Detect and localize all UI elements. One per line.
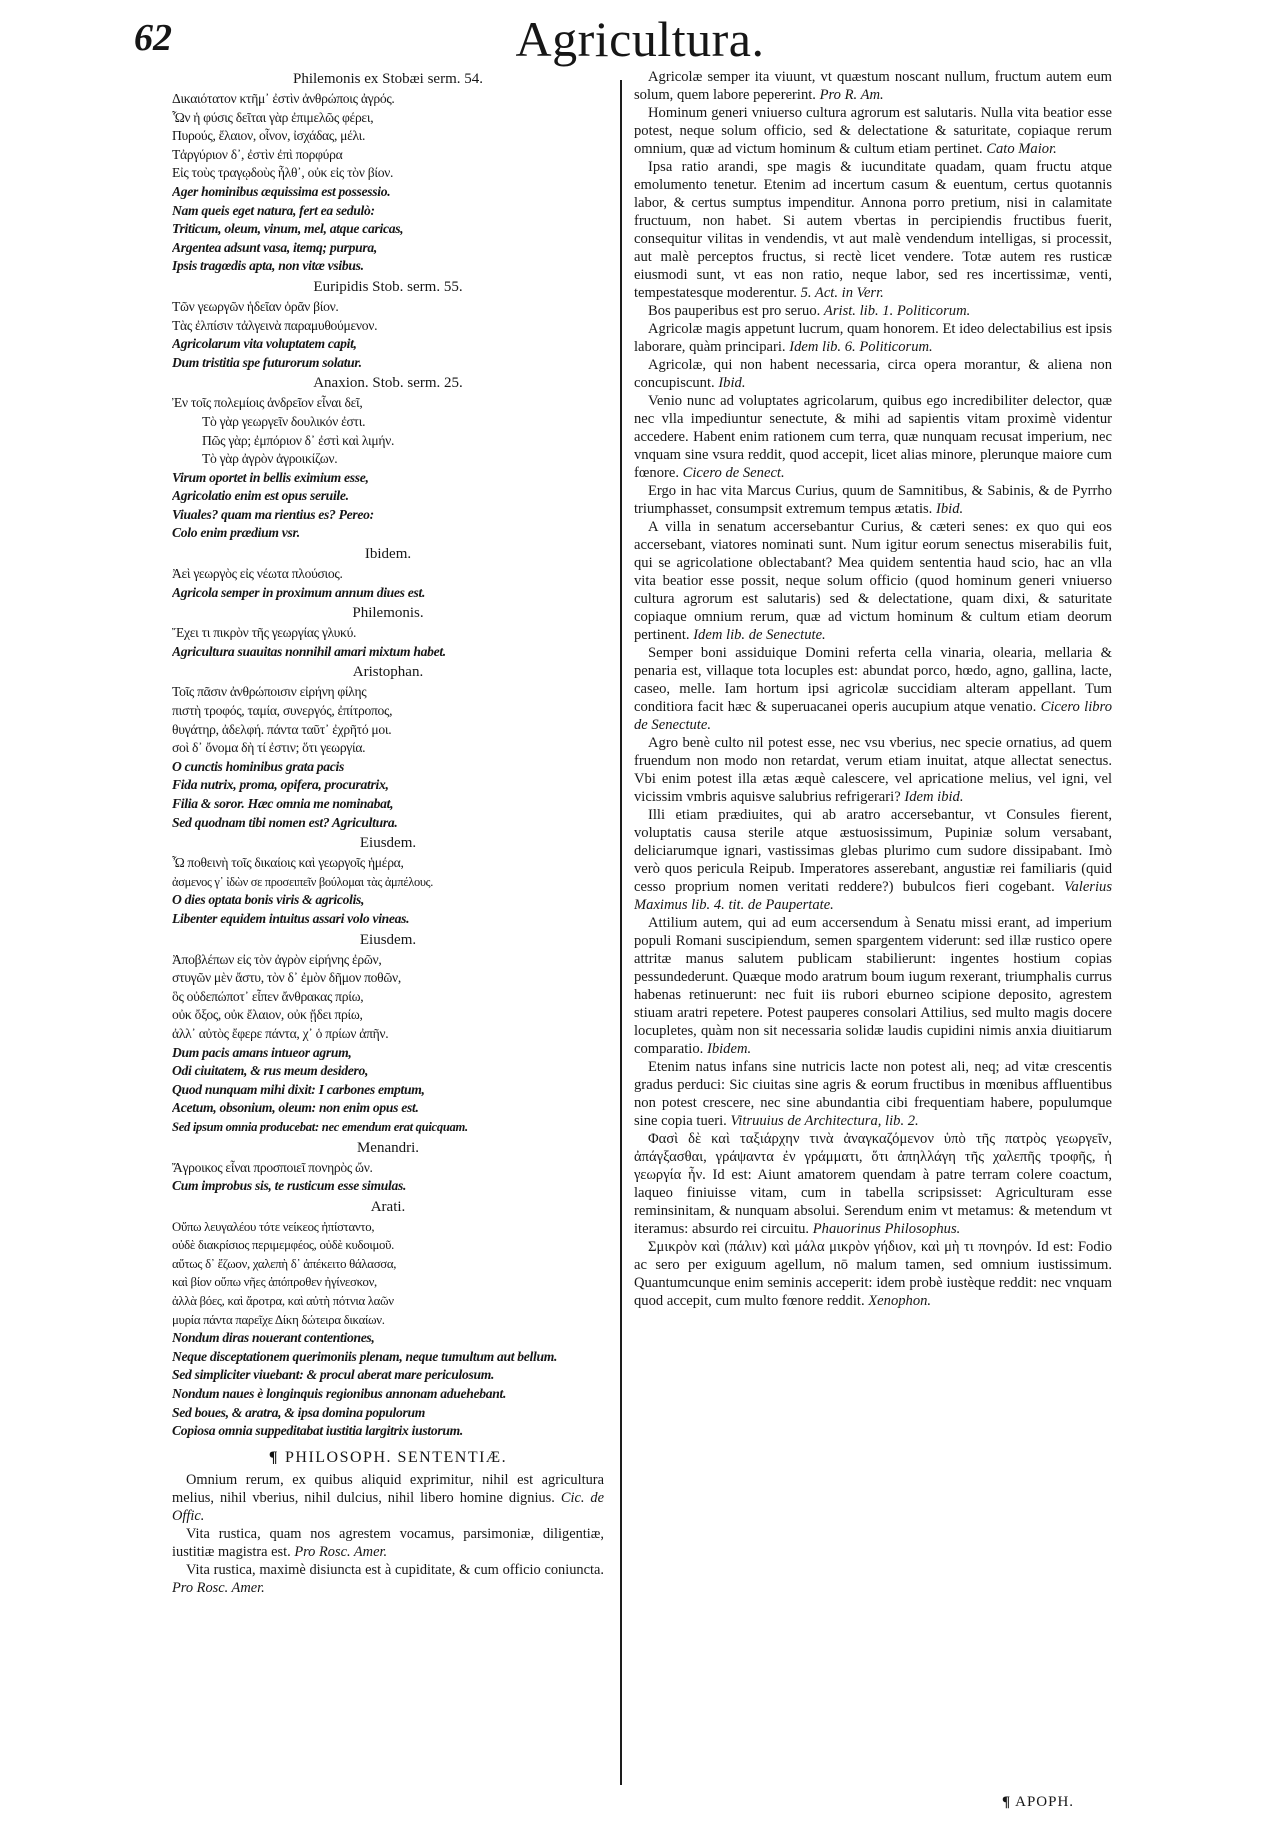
greek-line: ἀσμενος γ᾽ ἰδὼν σε προσειπεῖν βούλομαι τὰς ἀμπέλους. (172, 874, 434, 889)
greek-verse-block (172, 298, 604, 335)
paragraph-text: Attilium autem, qui ad eum accersendum à Senatu missi erant, ad imperium populi Romani suscipiendum, semen spargentem viderunt: sed illæ rustico opere attritæ manus salutem publicam stabilierunt: ingentes hostium copias pessundederunt. Quæque modo aratrum boum iugum rexerant, triumphalis currus habenas retinuerunt: nec fuit iis rubori eburneo scipione deposito, agrestem stiuam aratri repetere. Potest pauperes consolari Attilius, sed multo magis docere locupletes, quàm non sit necessaria solidæ laudis cupidini nimis anxia diuitiarum comparatio. (634, 915, 1112, 1057)
sentence-source: Pro Rosc. Amer. (172, 1580, 265, 1597)
greek-line: ἀλλὰ βόες, καὶ ἄροτρα, καὶ αὐτὴ πότνια λαῶν (172, 1294, 394, 1309)
left-column (172, 68, 604, 1758)
paragraph-text: Agro benè culto nil potest esse, nec vsu vberius, nec specie ornatius, ad quem fruendum non modo non retardat, verum etiam inuitat, atque allectat senectus. Vbi enim potest illa ætas æquè calescere, vel apricatione melius, vel igni, vel vicissim vmbris aquisve salubrius refrigerari? (634, 735, 1112, 805)
prose-paragraph (634, 68, 1112, 104)
prose-paragraph (634, 734, 1112, 806)
sentence-paragraph (172, 1525, 604, 1561)
latin-line: Cum improbus sis, te rusticum esse simulas. (172, 1178, 407, 1194)
citation-source: Ibidem. (706, 1041, 752, 1057)
citation-source: Cicero de Senect. (682, 465, 785, 481)
greek-verse-block (172, 90, 604, 183)
running-head-title: Agricultura. (515, 11, 765, 67)
column-divider-rule (620, 80, 622, 1785)
paragraph-text: Hominum generi vniuerso cultura agrorum est salutaris. Nulla vita beatior esse potest, neque solum officio, sed & delectatione & saturitate, copiaque rerum omnium, quæ ad victum hominum & cultum etiam pertinet. (634, 105, 1112, 157)
greek-line: Ἀεὶ γεωργὸς εἰς νέωτα πλούσιος. (172, 566, 343, 582)
latin-verse-block (172, 891, 604, 928)
latin-line: Copiosa omnia suppeditabat iustitia largitrix iustorum. (172, 1423, 463, 1439)
greek-line: Πυρούς, ἔλαιον, οἶνον, ἰσχάδας, μέλι. (172, 128, 366, 144)
latin-line: Nondum diras nouerant contentiones, (172, 1330, 375, 1346)
greek-line: Τὸ γὰρ γεωργεῖν δουλικόν ἐστι. (202, 413, 366, 429)
latin-line: Agricola semper in proximum annum diues est. (172, 584, 426, 600)
greek-line: Τὰς ἐλπίσιν τἀλγεινὰ παραμυθούμενον. (172, 317, 378, 333)
sentence-source: Pro Rosc. Amer. (294, 1544, 388, 1561)
prose-paragraph (634, 806, 1112, 914)
sentence-paragraph (172, 1561, 604, 1597)
latin-line: Quod nunquam mihi dixit: I carbones emptum, (172, 1081, 425, 1097)
paragraph-text: Ergo in hac vita Marcus Curius, quum de Samnitibus, & Sabinis, & de Pyrrho triumphasset, consumpsit extremum tempus ætatis. (634, 483, 1112, 517)
greek-line: ἀλλ᾽ αὐτὸς ἔφερε πάντα, χ᾽ ὁ πρίων ἀπῆν. (172, 1025, 389, 1041)
prose-paragraph (634, 1130, 1112, 1238)
citation-source: Ibid. (936, 501, 964, 517)
greek-line: Ἐν τοῖς πολεμίοις ἀνδρεῖον εἶναι δεῖ, (172, 395, 363, 411)
section-title: PHILOSOPH. SENTENTIÆ. (284, 1448, 508, 1466)
latin-line: Colo enim prædium vsr. (172, 525, 300, 541)
prose-paragraph (634, 302, 1112, 320)
latin-line: Agricolatio enim est opus seruile. (172, 488, 349, 504)
prose-paragraph (634, 356, 1112, 392)
paragraph-text: Bos pauperibus est pro seruo. (648, 303, 821, 319)
heading-eiusdem: Eiusdem. (359, 931, 417, 948)
latin-line: Agricultura suauitas nonnihil amari mixtum habet. (172, 643, 446, 659)
heading-anaxion: Anaxion. Stob. serm. 25. (313, 375, 463, 392)
greek-verse-block (172, 951, 604, 1044)
greek-line: πιστὴ τροφός, ταμία, συνεργός, ἐπίτροπος, (172, 703, 393, 719)
paragraph-text: Agricolæ magis appetunt lucrum, quam honorem. Et ideo delectabilius est ipsis laborare, quàm principari. (634, 321, 1112, 355)
prose-paragraph (634, 644, 1112, 734)
latin-line: Argentea adsunt vasa, itemq; purpura, (172, 239, 377, 255)
heading-philemonis: Philemonis. (352, 605, 424, 622)
latin-verse-block (172, 1329, 604, 1441)
sentence-text: Vita rustica, quam nos agrestem vocamus, parsimoniæ, diligentiæ, iustitiæ magistra est. (172, 1526, 604, 1561)
prose-paragraph (634, 392, 1112, 482)
latin-line: Odi ciuitatem, & rus meum desidero, (172, 1063, 369, 1079)
latin-verse-block (172, 469, 604, 543)
greek-line: θυγάτηρ, ἀδελφή. πάντα ταῦτ᾽ ἐχρῆτό μοι. (172, 721, 392, 737)
greek-line: σοὶ δ᾽ ὄνομα δὴ τί ἐστιν; ὅτι γεωργία. (172, 740, 366, 756)
greek-line: στυγῶν μὲν ἄστυ, τὸν δ᾽ ἐμὸν δῆμον ποθῶν, (172, 970, 401, 986)
heading-eiusdem: Eiusdem. (359, 835, 417, 852)
greek-line: Τἀργύριον δ᾽, ἐστὶν ἐπὶ πορφύρα (172, 146, 343, 162)
citation-source: Cato Maior. (986, 141, 1057, 157)
sentence-text: Vita rustica, maximè disiuncta est à cupiditate, & cum officio coniuncta. (186, 1562, 604, 1579)
latin-line: Virum oportet in bellis eximium esse, (172, 469, 369, 485)
greek-line: Οὔπω λευγαλέου τότε νείκεος ἠπίσταντο, (172, 1219, 375, 1234)
greek-line: καὶ βίον οὔπω νῆες ἀπόπροθεν ἠγίνεσκον, (172, 1275, 377, 1290)
paragraph-text: Agricolæ semper ita viuunt, vt quæstum noscant nullum, fructum autem eum solum, quem labore pepererint. (634, 69, 1112, 103)
prose-paragraph (634, 482, 1112, 518)
pilcrow-icon: ¶ (268, 1448, 279, 1466)
citation-source: Vitruuius de Architectura, lib. 2. (730, 1113, 919, 1129)
heading-ibidem: Ibidem. (364, 546, 412, 563)
prose-paragraph (634, 914, 1112, 1058)
latin-line: Sed ipsum omnia producebat: nec emendum erat quicquam. (172, 1119, 468, 1134)
latin-verse-block (172, 1044, 604, 1137)
heading-aristophanes: Aristophan. (352, 664, 424, 681)
latin-line: O cunctis hominibus grata pacis (172, 758, 344, 774)
greek-line: Ἔχει τι πικρὸν τῆς γεωργίας γλυκύ. (172, 625, 357, 641)
greek-line: οὐκ ὄξος, οὐκ ἔλαιον, οὐκ ᾔδει πρίω, (172, 1007, 363, 1023)
citation-source: Valerius Maximus lib. 4. tit. de Paupertate. (634, 879, 1112, 913)
citation-source: Xenophon. (868, 1293, 932, 1309)
latin-line: Agricolarum vita voluptatem capit, (172, 336, 357, 352)
citation-source: Idem lib. de Senectute. (693, 627, 826, 643)
heading-menander: Menandri. (356, 1139, 420, 1156)
greek-line: Πῶς γὰρ; ἐμπόριον δ᾽ ἐστὶ καὶ λιμήν. (202, 432, 395, 448)
right-column (634, 68, 1112, 1768)
prose-paragraph (634, 104, 1112, 158)
paragraph-text: Venio nunc ad voluptates agricolarum, quibus ego incredibiliter delector, quæ nec vlla impediuntur senectute, & mihi ad sapientis vitam proximè videntur accedere. Habent enim rationem cum terra, quæ nunquam recusat imperium, nec vnquam sine vsura reddit, quod accepit, licet alias minore, plerunque maiore cum fœnore. (634, 393, 1112, 481)
greek-line: Τῶν γεωργῶν ἡδεῖαν ὁρᾶν βίον. (172, 298, 339, 314)
greek-verse-block (172, 1218, 604, 1330)
greek-line: Εἰς τοὺς τραγῳδοὺς ἦλθ᾽, οὐκ εἰς τὸν βίον. (172, 165, 394, 181)
prose-paragraph (634, 158, 1112, 302)
latin-line: Fida nutrix, proma, opifera, procuratrix, (172, 777, 389, 793)
sentence-source: Cic. de Offic. (172, 1490, 604, 1525)
paragraph-text: Φασὶ δὲ καὶ ταξιάρχην τινὰ ἀναγκαζόμενον ὑπὸ τῆς πατρὸς γεωργεῖν, ἀπάγξασθαι, γράψαντα ἐν γράμματι, ὅτι ἀπηλλάγη τῆς χαλεπῆς τροφῆς, ἡ γεωργία ἦν. Id est: Aiunt amatorem quendam à patre terram colere coactum, laqueo finiuisse vitam, cum in tabella scripsisset: Agriculturam esse reminsinitam, & nunquam absolui. Serendum enim vt metamus: & metendum vt iteramus: absurdo rei circuitu. (634, 1131, 1112, 1237)
heading-euripides: Euripidis Stob. serm. 55. (313, 278, 463, 295)
greek-line: Τοῖς πᾶσιν ἀνθρώποισιν εἰρήνη φίλης (172, 684, 367, 700)
paragraph-text: A villa in senatum accersebantur Curius, & cæteri senes: ex quo qui eos accersebant, viatores nominati sunt. Num igitur eorum senectus miserabilis fuit, qui se agricolatione oblectabant? Mea quidem sententia haud scio, hac an vlla vita beatior esse possit, neque solum officio (quod hominum generi vniuerso cultura agrorum est salutaris) sed & delectatione, quam dixi, & saturitate copiaque omnium rerum, quæ ad victum hominum & cultum etiam deorum pertinent. (634, 519, 1112, 643)
greek-verse-block (172, 394, 604, 468)
latin-line: Filia & soror. Hæc omnia me nominabat, (172, 796, 394, 811)
greek-line: οὐδὲ διακρίσιος περιμεμφέος, οὐδὲ κυδοιμοῦ. (172, 1238, 395, 1253)
latin-verse-block (172, 335, 604, 372)
latin-line: Dum tristitia spe futurorum solatur. (172, 354, 362, 370)
citation-source: Pro R. Am. (819, 87, 884, 103)
paragraph-text: Illi etiam prædiuites, qui ab aratro accersebantur, vt Consules fierent, voluptatis causa sterile atque æstuosissimum, Pupiniæ solum versabant, deliciarumque ignari, vastissimas glebas plurimo cum sudore dissipabant. Imò verò quos pericula Reipub. Imperatores asserebant, angustiæ rei familiaris (quid cesso proprium nomen veritati reddere?) bubulcos fieri cogebant. (634, 807, 1112, 895)
latin-line: Ager hominibus æquissima est possessio. (172, 183, 391, 199)
latin-line: O dies optata bonis viris & agricolis, (172, 892, 365, 908)
citation-source: Ibid. (718, 375, 746, 391)
heading-aratus: Arati. (370, 1198, 406, 1215)
citation-source: 5. Act. in Verr. (800, 285, 884, 301)
heading-philemon-stobaeus: Philemonis ex Stobæi serm. 54. (292, 71, 483, 87)
greek-line: Τὸ γὰρ ἀγρὸν ἀγροικίζων. (202, 451, 338, 467)
citation-source: Phauorinus Philosophus. (812, 1221, 961, 1237)
catchword-text: APOPH. (1015, 1794, 1075, 1810)
sentence-text: Omnium rerum, ex quibus aliquid exprimitur, nihil est agricultura melius, nihil vberius, nihil dulcius, nihil libero homine dignius. (172, 1472, 604, 1507)
latin-line: Sed boues, & aratra, & ipsa domina populorum (172, 1404, 426, 1420)
latin-line: Libenter equidem intuitus assari volo vineas. (172, 910, 410, 926)
sentence-paragraph (172, 1471, 604, 1525)
paragraph-text: Agricolæ, qui non habent necessaria, circa opera morantur, & aliena non concupiscunt. (634, 357, 1112, 391)
paragraph-text: Σμικρὸν καὶ (πάλιν) καὶ μάλα μικρὸν γήδιον, καὶ μὴ τι πονηρόν. Id est: Fodio ac sero per exiguum agellum, nō malum tamen, sed omnium iustissimum. Quantumcunque enim seminis acceperit: idem probè iustèque reddit: nec vnquam quod accepit, cum multo fœnore reddit. (634, 1239, 1112, 1309)
latin-line: Sed simpliciter viuebant: & procul aberat mare periculosum. (172, 1367, 495, 1383)
greek-verse-block (172, 854, 604, 891)
pilcrow-icon: ¶ (1002, 1794, 1012, 1810)
greek-line: Δικαιότατον κτῆμ᾽ ἐστὶν ἀνθρώποις ἀγρός. (172, 91, 395, 106)
greek-line: Ὧν ἡ φύσις δεῖται γὰρ ἐπιμελῶς φέρει, (172, 109, 374, 125)
latin-line: Viuales? quam ma rientius es? Pereo: (172, 506, 374, 522)
latin-verse-block (172, 183, 604, 276)
greek-verse-block (172, 683, 604, 757)
greek-line: Ὦ ποθεινὴ τοῖς δικαίοις καὶ γεωργοῖς ἡμέρα, (172, 855, 404, 871)
latin-line: Triticum, oleum, vinum, mel, atque caricas, (172, 221, 404, 237)
greek-line: μυρία πάντα παρεῖχε Δίκη δώτειρα δικαίων. (172, 1312, 385, 1327)
prose-paragraph (634, 320, 1112, 356)
prose-paragraph (634, 1238, 1112, 1310)
latin-line: Ipsis tragœdis apta, non vitæ vsibus. (172, 258, 364, 274)
latin-line: Acetum, obsonium, oleum: non enim opus est. (172, 1100, 419, 1116)
greek-line: Ἀποβλέπων εἰς τὸν ἀγρὸν εἰρήνης ἐρῶν, (172, 951, 382, 967)
citation-source: Idem lib. 6. Politicorum. (789, 339, 933, 355)
latin-line: Dum pacis amans intueor agrum, (172, 1044, 352, 1060)
paragraph-text: Semper boni assiduique Domini referta cella vinaria, olearia, mellaria & penaria est, villaque tota locuples est: abundat porco, hœdo, agno, gallina, lacte, caseo, melle. Iam hortum ipsi agricolæ succidiam alteram appellant. Tum conditiora facit hæc & superuacanei operis aucupium atque venatio. (634, 645, 1112, 715)
citation-source: Cicero libro de Senectute. (634, 699, 1112, 733)
latin-line: Nondum naues è longinquis regionibus annonam aduehebant. (172, 1386, 507, 1402)
citation-source: Arist. lib. 1. Politicorum. (823, 303, 971, 319)
latin-line: Neque disceptationem querimoniis plenam, neque tumultum aut bellum. (172, 1348, 558, 1364)
greek-line: αὔτως δ᾽ ἔζωον, χαλεπὴ δ᾽ ἀπέκειτο θάλασσα, (172, 1256, 397, 1271)
citation-source: Idem ibid. (904, 789, 964, 805)
paragraph-text: Etenim natus infans sine nutricis lacte non potest ali, neq; ad vitæ crescentis gradus perduci: Sic ciuitas sine agris & eorum fructibus in mœnibus affluentibus non potest crescere, nec sine abundantia cibi frequentiam habere, populumque sine copia tueri. (634, 1059, 1112, 1129)
paragraph-text: Ipsa ratio arandi, spe magis & iucunditate quadam, quam fructu atque emolumento tenetur. Etenim ad incertum casum & euentum, certus quotannis labor, & certus sumptus impenditur. Annona porro pretium, nisi in calamitate fructuum, non habet. Si autem vbertas in percipiendis fructibus fuerit, consequitur vilitas in vendendis, vt aut malè vendendum intelligas, si processit, aut malè perceptos fructus, si rectè licet vendere. Totæ autem res rusticæ eiusmodi sunt, vt eas non ratio, neque labor, sed res incertissimæ, venti, tempestatesque moderentur. (634, 159, 1112, 301)
latin-line: Nam queis eget natura, fert ea sedulò: (172, 202, 375, 218)
section-heading (172, 1449, 604, 1468)
catchword (1002, 1794, 1074, 1811)
prose-paragraph (634, 1058, 1112, 1130)
greek-line: ὃς οὐδεπώποτ᾽ εἶπεν ἄνθρακας πρίω, (172, 988, 364, 1004)
latin-line: Sed quodnam tibi nomen est? Agricultura. (172, 814, 398, 830)
greek-line: Ἄγροικος εἶναι προσποιεῖ πονηρὸς ὤν. (172, 1159, 373, 1175)
prose-paragraph (634, 518, 1112, 644)
page-number: 62 (134, 17, 172, 59)
latin-verse-block (172, 758, 604, 832)
